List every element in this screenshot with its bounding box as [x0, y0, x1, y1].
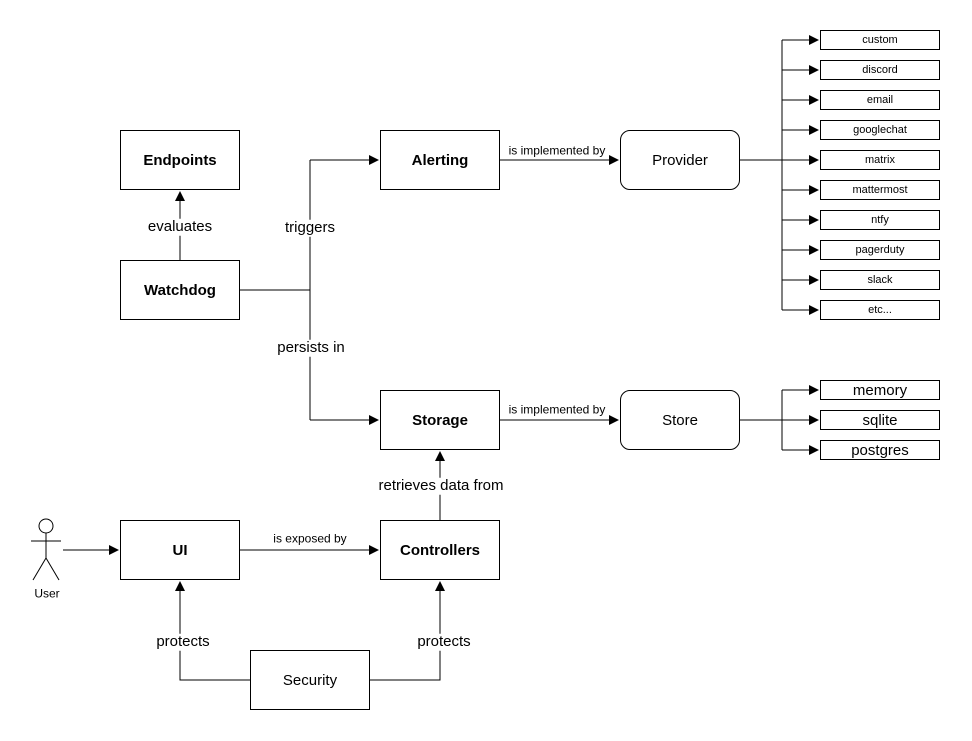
- edge-security-ui: [180, 582, 250, 680]
- edge-label-retrieves-data-from: retrieves data from: [378, 476, 504, 494]
- provider-impl-email: email: [820, 90, 940, 110]
- node-storage: Storage: [380, 390, 500, 450]
- provider-impl-matrix: matrix: [820, 150, 940, 170]
- store-impl-postgres: postgres: [820, 440, 940, 460]
- node-ui: UI: [120, 520, 240, 580]
- provider-impl-ntfy: ntfy: [820, 210, 940, 230]
- provider-impl-custom: custom: [820, 30, 940, 50]
- edge-label-persists-in: persists in: [277, 338, 345, 356]
- user-actor-label: User: [34, 586, 60, 601]
- node-security: Security: [250, 650, 370, 710]
- provider-impl-pagerduty: pagerduty: [820, 240, 940, 260]
- edge-label-is-exposed-by: is exposed by: [273, 531, 347, 546]
- provider-impl-discord: discord: [820, 60, 940, 80]
- edge-label-is-implemented-by-alerting: is implemented by: [508, 143, 606, 158]
- node-endpoints: Endpoints: [120, 130, 240, 190]
- node-controllers: Controllers: [380, 520, 500, 580]
- edge-security-controllers: [370, 582, 440, 680]
- store-impl-memory: memory: [820, 380, 940, 400]
- edge-label-protects-ui: protects: [156, 632, 210, 650]
- provider-impl-mattermost: mattermost: [820, 180, 940, 200]
- user-actor-icon: [31, 519, 61, 580]
- store-impl-sqlite: sqlite: [820, 410, 940, 430]
- edge-label-protects-controllers: protects: [417, 632, 471, 650]
- provider-impl-etc: etc...: [820, 300, 940, 320]
- node-store: Store: [620, 390, 740, 450]
- node-alerting: Alerting: [380, 130, 500, 190]
- provider-impl-slack: slack: [820, 270, 940, 290]
- edge-label-evaluates: evaluates: [147, 217, 213, 235]
- node-provider: Provider: [620, 130, 740, 190]
- edge-label-triggers: triggers: [284, 218, 336, 236]
- node-watchdog: Watchdog: [120, 260, 240, 320]
- provider-impl-googlechat: googlechat: [820, 120, 940, 140]
- edge-label-is-implemented-by-storage: is implemented by: [508, 402, 606, 417]
